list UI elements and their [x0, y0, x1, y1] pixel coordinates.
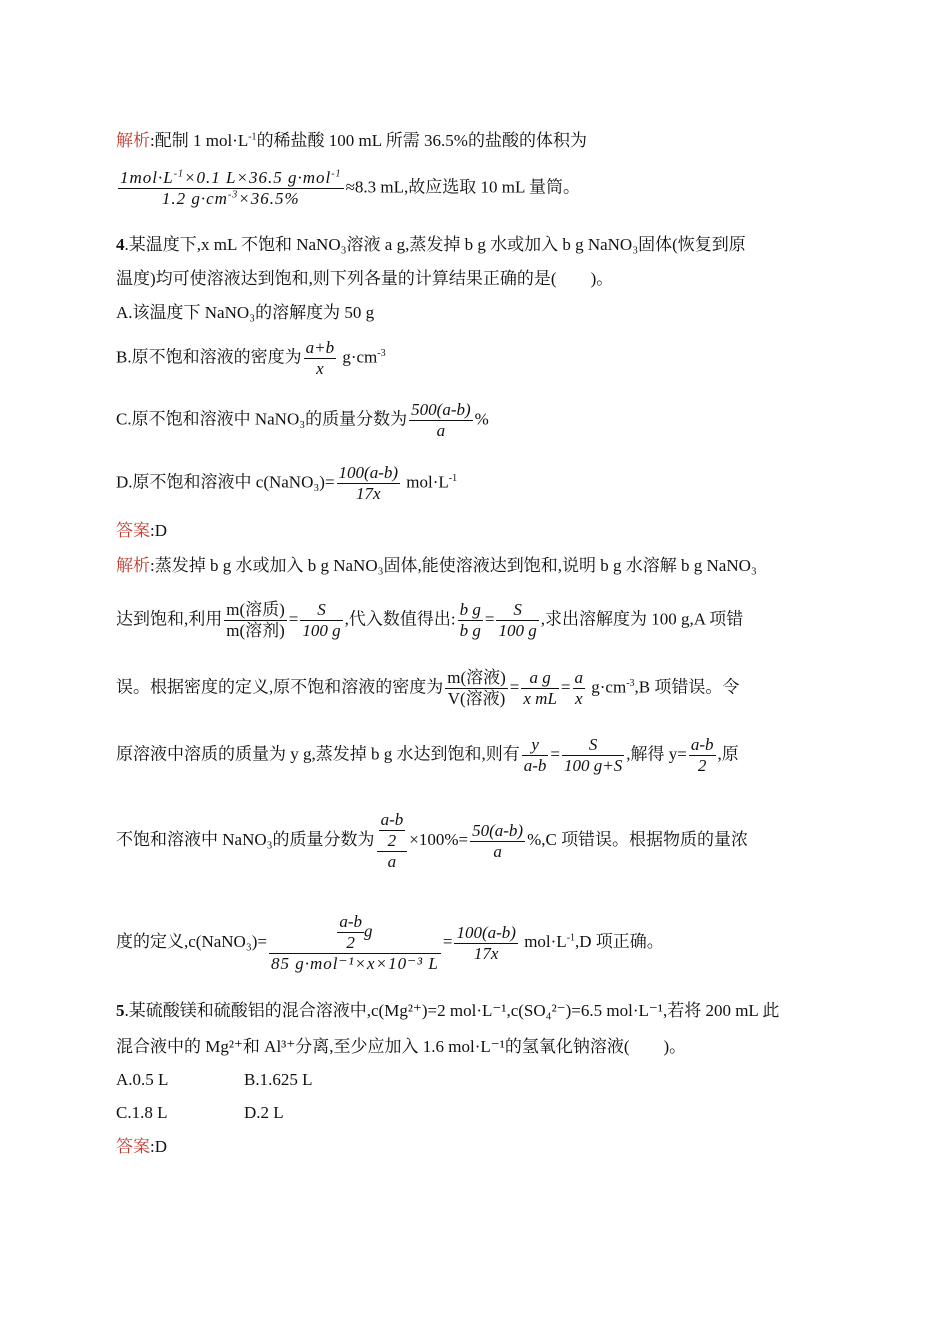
q5-option-a: A.0.5 L	[116, 1070, 169, 1089]
q4-option-d: D.原不饱和溶液中 c(NaNO₃)= $\frac{100(a-b)}{17x}$ $mol\cdot L^{-1}$	[116, 463, 458, 503]
q5-option-d: D.2 L	[244, 1103, 284, 1122]
nested-fraction: $\frac{\frac{a-b}{2}}{a}$	[377, 810, 408, 872]
q5-answer: 答案:D	[116, 1137, 167, 1156]
volume-fraction: $1mol\cdot L^{-1}\times 0.1$ L×36.5 g·mol$^{-1}$ 1.2 $g\cdot cm^{-3}\times 36.5\%$	[120, 168, 342, 208]
q4-option-a: A.该温度下 NaNO₃的溶解度为 50 g	[116, 303, 375, 322]
q4-option-c: C.原不饱和溶液中 NaNO₃的质量分数为 $\frac{500(a-b)}{a}$ %	[116, 400, 489, 440]
prev-analysis-formula: $1mol\cdot L^{-1}\times 0.1$ L×36.5 g·mol$^{-1}$ 1.2 $g\cdot cm^{-3}\times 36.5\%$ ≈8.3 mL,故应选取 10 mL 量筒。	[120, 168, 580, 208]
q5-options-ab	[116, 1069, 312, 1091]
q4-analysis-6: 度的定义,c(NaNO₃)= $\frac{a-b}{2}$ g 85 g·mol⁻¹×x×10⁻³ L = $\frac{100(a-b)}{17x}$ $mol\cdot L^{-1},D$ 项正确。	[116, 912, 664, 973]
q5-option-c: C.1.8 L	[116, 1103, 168, 1122]
prev-analysis-line-1: 解析:配制 1 $mol\cdot L^{-1}$的稀盐酸 100 mL 所需 36.5%的盐酸的体积为	[116, 131, 587, 150]
q4-stem-line-1: 4.某温度下,x mL 不饱和 NaNO₃溶液 a g,蒸发掉 b g 水或加入 b g NaNO₃固体(恢复到原	[116, 235, 746, 254]
q4-analysis-3: 误。根据密度的定义,原不饱和溶液的密度为 m(溶液) V(溶液) = $\frac{\text{a g}}{\text{x mL}}$ = $\frac{a}{x}$ $g\cdot cm^{-3},B$ 项错误。令	[116, 668, 740, 708]
q5-number: 5	[116, 1001, 125, 1020]
q4-option-b: B.原不饱和溶液的密度为 $\frac{a+b}{x}$ $g\cdot cm^{-3}$	[116, 338, 386, 378]
q4-number: 4	[116, 235, 125, 254]
q4-analysis-4: 原溶液中溶质的质量为 y g,蒸发掉 b g 水达到饱和,则有 $\frac{y}{a-b}$ = $\frac{S}{100 g+S}$ ,解得 y= $\frac{a-b}{2}$ ,原	[116, 735, 739, 775]
q5-options-cd	[116, 1102, 284, 1124]
q4-analysis-5: 不饱和溶液中 NaNO₃的质量分数为 $\frac{\frac{a-b}{2}}{a}$ ×100%= $\frac{50(a-b)}{a}$ %,C 项错误。根据物质的量浓	[116, 810, 749, 871]
q5-option-b: B.1.625 L	[244, 1070, 313, 1089]
q4-answer: 答案:D	[116, 521, 167, 540]
q4-analysis-2: 达到饱和,利用 m(溶质) m(溶剂) = $\frac{S}{100 g}$ ,代入数值得出: $\frac{\text{b g}}{\text{b g}}$ = $\frac{S}{100 g}$ ,求出溶解度为 100 g,A 项错	[116, 600, 744, 640]
q5-stem-line-2: 混合液中的 Mg²⁺和 Al³⁺分离,至少应加入 1.6 mol·L⁻¹的氢氧化钠溶液( )。	[116, 1037, 687, 1056]
q4-stem-line-2: 温度)均可使溶液达到饱和,则下列各量的计算结果正确的是( )。	[116, 269, 614, 288]
q4-analysis-1: 解析:蒸发掉 b g 水或加入 b g NaNO₃固体,能使溶液达到饱和,说明 b g 水溶解 b g NaNO₃	[116, 556, 757, 575]
analysis-label: 解析	[116, 131, 150, 150]
concentration-fraction: $\frac{a-b}{2}$ g 85 g·mol⁻¹×x×10⁻³ L	[271, 912, 439, 973]
q5-stem-line-1: 5.某硫酸镁和硫酸铝的混合溶液中,c(Mg²⁺)=2 mol·L⁻¹,c(SO₄²⁻)=6.5 mol·L⁻¹,若将 200 mL 此	[116, 1001, 780, 1020]
